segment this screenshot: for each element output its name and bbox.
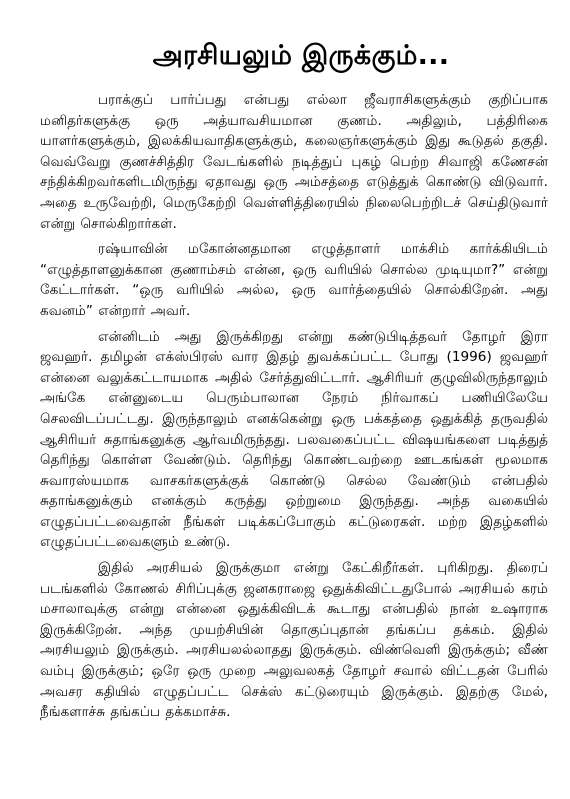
- paragraph-2: ரஷ்யாவின் மகோன்னதமான எழுத்தாளர் மாக்சிம் கார்க்கியிடம் “எழுத்தாளனுக்கான குணாம்சம் என்ன, ஒரு வரியில் சொல்ல முடியுமா?” என்று கேட்டார்கள். “ஒரு வரியில் அல்ல, ஒரு வார்த்தையில் சொல்கிறேன். அது கவனம்” என்றார் அவர்.: [40, 241, 548, 319]
- paragraph-1: பராக்குப் பார்ப்பது என்பது எல்லா ஜீவராசிகளுக்கும் குறிப்பாக மனிதர்களுக்கு ஒரு அத்யாவசியமான குணம். அதிலும், பத்திரிகை யாளர்களுக்கும், இலக்கியவாதிகளுக்கும், கலைஞர்களுக்கும் இது கூடுதல் தகுதி. வெவ்வேறு குணச்சித்திர வேடங்களில் நடித்துப் புகழ் பெற்ற சிவாஜி கணேசன் சந்திக்கிறவர்களிடமிருந்து ஏதாவது ஒரு அம்சத்தை எடுத்துக் கொண்டு விடுவார். அதை உருவேற்றி, மெருகேற்றி வெள்ளித்திரையில் நிலைபெற்றிடச் செய்திடுவார் என்று சொல்கிறார்கள்.: [40, 92, 548, 232]
- paragraph-4: இதில் அரசியல் இருக்குமா என்று கேட்கிறீர்கள். புரிகிறது. திரைப் படங்களில் கோணல் சிரிப்புக்கு ஜனகராஜை ஒதுக்கிவிட்டதுபோல் அரசியல் கரம் மசாலாவுக்கு என்று என்னை ஒதுக்கிவிடக் கூடாது என்பதில் நான் உஷாராக இருக்கிறேன். அந்த முயற்சியின் தொகுப்புதான் தங்கப்ப தக்கம். இதில் அரசியலும் இருக்கும். அரசியலல்லாதது இருக்கும். விண்வெளி இருக்கும்; வீண் வம்பு இருக்கும்; ஒரே ஒரு முறை அலுவலகத் தோழர் சவால் விட்டதன் பேரில் அவசர கதியில் எழுதப்பட்ட செக்ஸ் கட்டுரையும் இருக்கும். இதற்கு மேல், நீங்களாச்சு தங்கப்ப தக்கமாச்சு.: [40, 560, 548, 721]
- paragraph-3: என்னிடம் அது இருக்கிறது என்று கண்டுபிடித்தவர் தோழர் இரா ஜவஹர். தமிழன் எக்ஸ்பிரஸ் வார இதழ் துவக்கப்பட்ட போது (1996) ஜவஹர் என்னை வலுக்கட்டாயமாக அதில் சேர்த்துவிட்டார். ஆசிரியர் குழுவிலிருந்தாலும் அங்கே என்னுடைய பெரும்பாலான நேரம் நிர்வாகப் பணியிலேயே செலவிடப்பட்டது. இருந்தாலும் எனக்கென்று ஒரு பக்கத்தை ஒதுக்கித் தருவதில் ஆசிரியர் சுதாங்கனுக்கு ஆர்வமிருந்தது. பலவகைப்பட்ட விஷயங்களை படித்துத் தெரிந்து கொள்ள வேண்டும். தெரிந்து கொண்டவற்றை ஊடகங்கள் மூலமாக சுவாரஸ்யமாக வாசகர்களுக்குக் கொண்டு செல்ல வேண்டும் என்பதில் சுதாங்கனுக்கும் எனக்கும் கருத்து ஒற்றுமை இருந்தது. அந்த வகையில் எழுதப்பட்டவைதான் நீங்கள் படிக்கப்போகும் கட்டுரைகள். மற்ற இதழ்களில் எழுதப்பட்டவைகளும் உண்டு.: [40, 328, 549, 551]
- page-title: அரசியலும் இருக்கும்...: [152, 40, 450, 71]
